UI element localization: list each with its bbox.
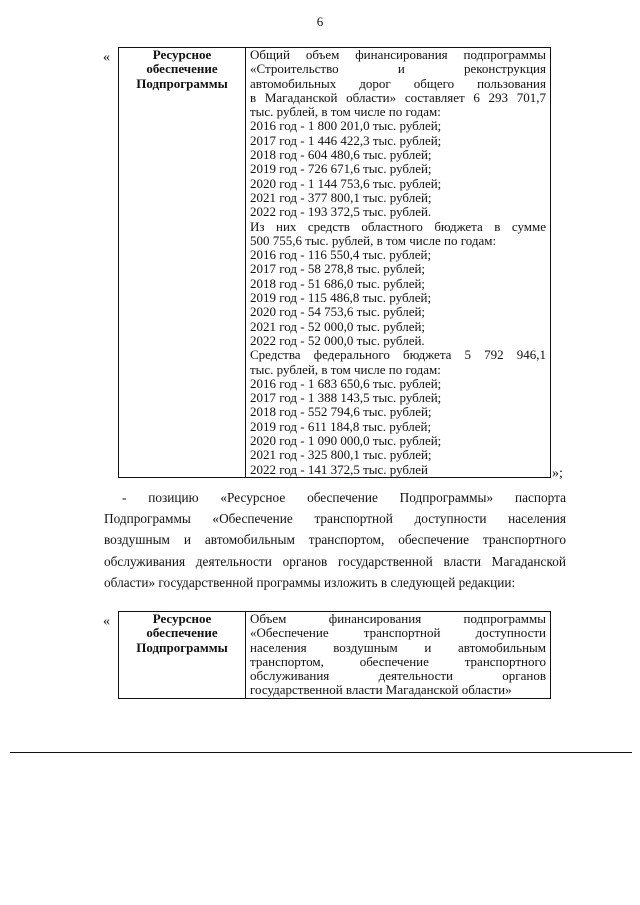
label-line: обеспечение [146, 625, 218, 641]
text-line: 2019 год - 115 486,8 тыс. рублей; [250, 290, 432, 306]
text-line: 2018 год - 552 794,6 тыс. рублей; [250, 404, 432, 420]
text-line: обслуживания деятельности органов [250, 668, 546, 684]
text-line: 2016 год - 116 550,4 тыс. рублей; [250, 247, 432, 263]
text-line: Средства федерального бюджета 5 792 946,1 [250, 347, 546, 363]
text-line: государственной власти Магаданской области» [250, 682, 512, 698]
text-line: 2022 год - 193 372,5 тыс. рублей. [250, 204, 432, 220]
text-line: 2021 год - 325 800,1 тыс. рублей; [250, 447, 432, 463]
paragraph-line: воздушным и автомобильным транспортом, обеспечение транспортного [104, 532, 566, 548]
text-line: 2020 год - 54 753,6 тыс. рублей; [250, 304, 426, 320]
text-line: 2016 год - 1 800 201,0 тыс. рублей; [250, 118, 442, 134]
text-line: 2018 год - 51 686,0 тыс. рублей; [250, 275, 426, 291]
text-line: 2022 год - 52 000,0 тыс. рублей. [250, 332, 425, 348]
text-line: 2018 год - 604 480,6 тыс. рублей; [250, 147, 432, 163]
text-line: 2017 год - 1 388 143,5 тыс. рублей; [250, 390, 442, 406]
opening-quote: « [103, 50, 110, 65]
resource-text-cell [246, 48, 551, 478]
label-line: Ресурсное [152, 47, 212, 62]
paragraph-line: области» государственной программы изложить в следующей редакции: [104, 574, 516, 590]
text-line: населения воздушным и автомобильным [250, 639, 546, 655]
label-line: Подпрограммы [136, 75, 228, 91]
label-line: Подпрограммы [136, 639, 228, 655]
text-line: «Строительство и реконструкция [250, 61, 546, 77]
text-line: 2019 год - 726 671,6 тыс. рублей; [250, 161, 432, 177]
label-line: обеспечение [146, 61, 218, 77]
closing-quote: »; [552, 466, 563, 481]
text-line: 2021 год - 377 800,1 тыс. рублей; [250, 189, 432, 205]
paragraph-line: обслуживания деятельности органов государственной власти Магаданской [104, 553, 566, 569]
text-line: Общий объем финансирования подпрограммы [250, 47, 546, 62]
text-line: 2016 год - 1 683 650,6 тыс. рублей; [250, 375, 442, 391]
text-line: 2019 год - 611 184,8 тыс. рублей; [250, 418, 432, 434]
text-line: Из них средств областного бюджета в сумме [250, 218, 546, 234]
text-line: автомобильных дорог общего пользования [250, 75, 546, 91]
text-line: 2017 год - 58 278,8 тыс. рублей; [250, 261, 426, 277]
footer-divider [10, 752, 632, 753]
text-line: 2022 год - 141 372,5 тыс. рублей [250, 461, 428, 477]
paragraph-line: - позицию «Ресурсное обеспечение Подпрограммы» паспорта [122, 490, 566, 505]
text-line: 2017 год - 1 446 422,3 тыс. рублей; [250, 132, 442, 148]
text-line: 2020 год - 1 144 753,6 тыс. рублей; [250, 175, 442, 191]
paragraph-line: Подпрограммы «Обеспечение транспортной доступности населения [104, 511, 566, 527]
text-line: «Обеспечение транспортной доступности [250, 625, 546, 641]
amendment-paragraph [104, 487, 566, 593]
text-line: тыс. рублей, в том числе по годам: [250, 104, 441, 120]
text-line: Объем финансирования подпрограммы [250, 611, 546, 626]
text-line: транспортом, обеспечение транспортного [250, 653, 546, 669]
text-line: в Магаданской области» составляет 6 293 701,7 [250, 89, 546, 105]
page-number: 6 [316, 14, 324, 29]
text-line: 2021 год - 52 000,0 тыс. рублей; [250, 318, 426, 334]
text-line: тыс. рублей, в том числе по годам: [250, 361, 441, 377]
resource-text-cell-2 [246, 612, 551, 699]
label-line: Ресурсное [152, 611, 212, 626]
text-line: 2020 год - 1 090 000,0 тыс. рублей; [250, 433, 442, 449]
resource-label-cell [119, 48, 246, 478]
opening-quote-2: « [103, 614, 110, 629]
resource-table-transport-access [118, 611, 551, 699]
resource-label-cell-2 [119, 612, 246, 699]
resource-table-road-construction [118, 47, 551, 478]
text-line: 500 755,6 тыс. рублей, в том числе по годам: [250, 232, 497, 248]
